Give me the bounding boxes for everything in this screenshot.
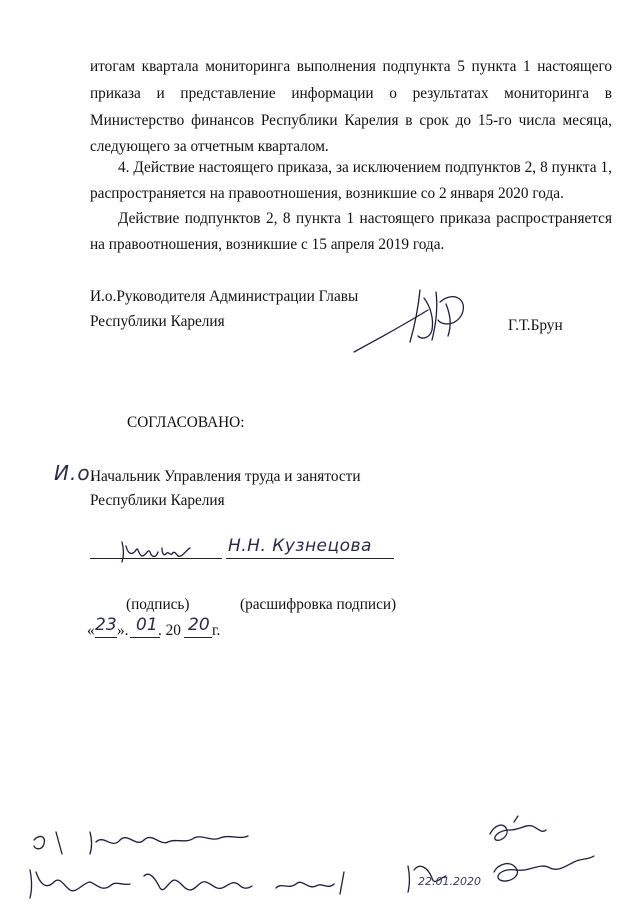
body-text-line: 4. Действие настоящего приказа, за исключением подпунктов 2, 8 пункта 1, xyxy=(118,159,612,176)
body-text-line: на правоотношения, возникшие с 15 апреля 2019 года. xyxy=(90,236,445,253)
footer-visa-left xyxy=(26,820,386,902)
body-text-line: распространяется на правоотношения, возникшие со 2 января 2020 года. xyxy=(90,185,564,202)
handwritten-prefix: И.о. xyxy=(54,461,98,485)
body-text-line: приказа и представление информации о результатах мониторинга в xyxy=(90,85,612,102)
head-signature xyxy=(350,280,480,360)
handwritten-decoding: Н.Н. Кузнецова xyxy=(228,536,372,556)
date-month-underline xyxy=(130,637,160,638)
date-day: 23 xyxy=(95,615,117,635)
footer-visa-right xyxy=(398,812,598,902)
decoding-caption: (расшифровка подписи) xyxy=(240,596,397,613)
date-suffix: г. xyxy=(212,622,221,639)
date-open-quote: « xyxy=(87,622,95,639)
date-close-quote: ». xyxy=(117,622,129,639)
signature-underline xyxy=(90,558,222,559)
date-month: 01 xyxy=(136,615,158,635)
approval-heading: СОГЛАСОВАНО: xyxy=(127,414,245,431)
body-text-line: итогам квартала мониторинга выполнения подпункта 5 пункта 1 настоящего xyxy=(90,58,612,75)
signatory-title-line: Республики Карелия xyxy=(90,313,225,330)
date-year: 20 xyxy=(188,615,210,635)
date-day-underline xyxy=(95,637,117,638)
body-text-line: следующего за отчетным кварталом. xyxy=(90,138,329,155)
approval-position-line: Начальник Управления труда и занятости xyxy=(90,468,361,485)
date-century: . 20 xyxy=(158,622,181,639)
signature-caption: (подпись) xyxy=(126,596,190,613)
approval-signature xyxy=(118,532,198,566)
date-year-underline xyxy=(184,637,212,638)
body-text-line: Действие подпунктов 2, 8 пункта 1 настоящего приказа распространяется xyxy=(118,210,612,227)
body-text-line: Министерство финансов Республики Карелия в срок до 15-го числа месяца, xyxy=(90,112,612,129)
signatory-title-line: И.о.Руководителя Администрации Главы xyxy=(90,288,359,305)
footer-visa-date: 22.01.2020 xyxy=(418,875,481,888)
signatory-name: Г.Т.Брун xyxy=(508,317,563,334)
decoding-underline xyxy=(226,558,394,559)
approval-position-line: Республики Карелия xyxy=(90,492,225,509)
